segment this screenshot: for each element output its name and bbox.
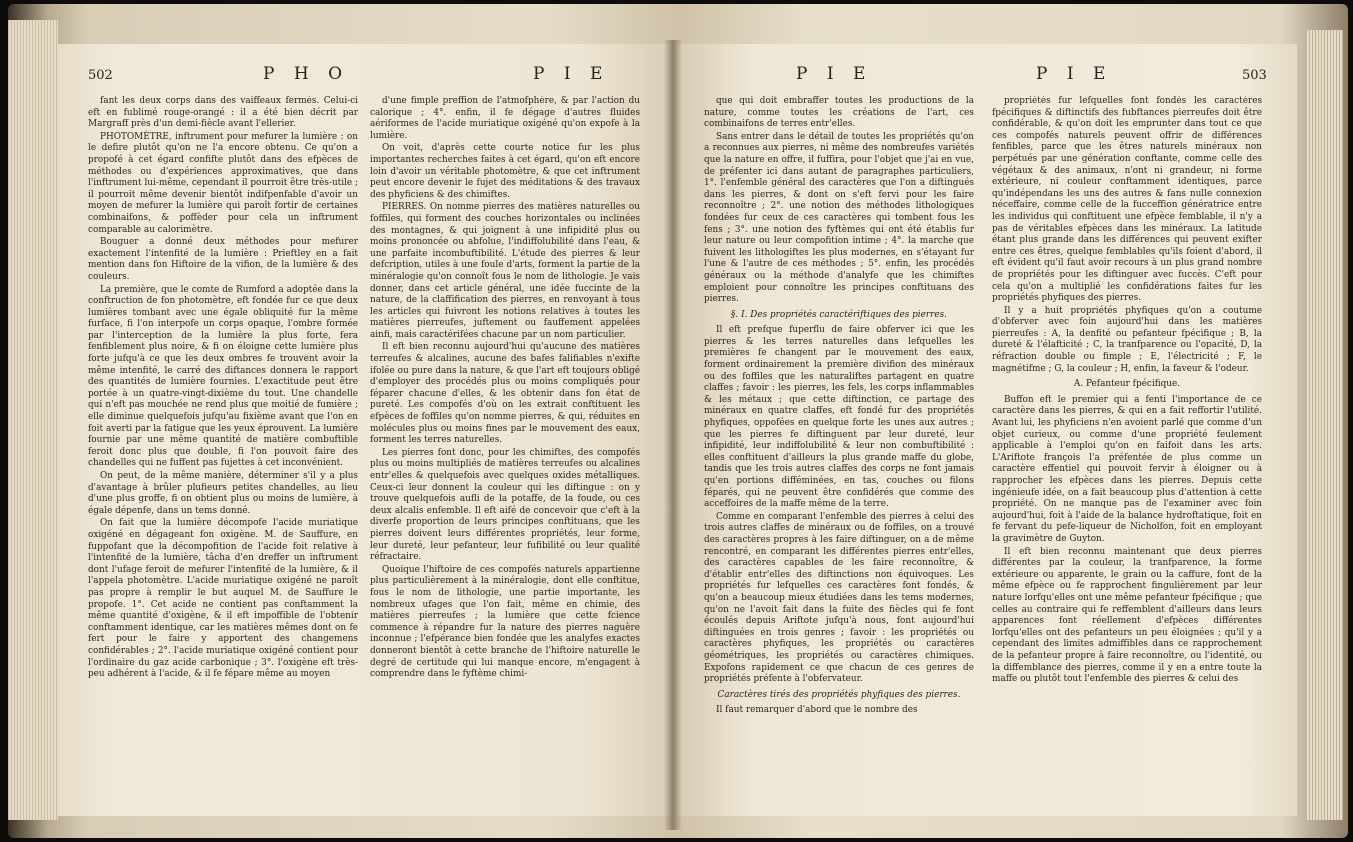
page-edges-right (1307, 30, 1343, 820)
right-page (676, 44, 1297, 816)
section-heading: A. Pefanteur fpécifique. (1073, 379, 1181, 390)
paragraph: propriétés fur lefquelles font fondés les caractères fpécifiques & diftinctifs des fubftances pierreufes doit être confidérable, & qu'on doit les emprunter dans tout ce que ces compofés naturels peuvent offrir de différences fenfibles, parce que les êtres naturels minéraux non perpétués par une génération conftante, comme celle des végétaux & des animaux, n'ont ni grandeur, ni forme extérieure, ni couleur conftamment identiques, parce qu'indépendans les uns des autres & fans nulle connexion néceffaire, comme celle de la fucceffion génératrice entre les individus qui conftituent une efpèce femblable, il n'y a pas de véritables efpèces dans les minéraux. La latitude étant plus grande dans les différences qui peuvent exifter entre ces êtres, quelque femblables qu'ils foient d'abord, il eft évident qu'il faut avoir recours à un plus grand nombre de propriétés pour les diftinguer avec fuccès. C'eft pour cela qu'on a multiplié les confidérations faites fur les propriétés phyfiques des pierres. (992, 96, 1262, 304)
text-column (992, 96, 1262, 806)
paragraph: Il faut remarquer d'abord que le nombre des (716, 705, 918, 716)
section-heading: Caractères tirés des propriétés phyfiques des pierres. (717, 689, 961, 700)
paragraph: Quoique l'hiftoire de ces compofés naturels appartienne plus particulièrement à la minéralogie, dont elle conftitue, fous le nom de lithologie, une partie importante, les nombreux ufages que l'on fait, même en chimie, des matières pierreufes ; la lumière que cette fcience commence à répandre fur la nature des pierres naguère inconnue ; l'efpérance bien fondée que les analyfes exactes donneront bientôt à cette branche de l'hiftoire naturelle le degré de certitude qui lui manque encore, m'engagent à comprendre dans le fyftème chimi- (370, 564, 640, 680)
paragraph: Il eft bien reconnu maintenant que deux pierres différentes par la couleur, la tranfparence, la forme extérieure ou apparente, le grain ou la caffure, font de la même efpèce ou fe rapprochent fingulièrement par leur nature lorfqu'elles ont une même pefanteur fpécifique ; que celles au contraire qui fe reffemblent d'ailleurs dans leurs apparences font réellement d'efpèces différentes lorfqu'elles ont des pefanteurs un peu éloignées ; qu'il y a cependant des limites admiffibles dans ce rapprochement de la pefanteur propre à faire reconnoître, ou l'identité, ou la diffemblance des pierres, comme il y en a entre toute la maffe ou plutôt tout l'enfemble des pierres & celui des (992, 546, 1262, 685)
running-head: P H O (263, 64, 350, 84)
paragraph: PIERRES. On nomme pierres des matières naturelles ou foffiles, qui forment des couches horizontales ou inclinées des montagnes, & qui joignent à une infipidité plus ou moins prononcée ou abfolue, l'indiffolubilité dans l'eau, & une parfaite incombuftibilité. L'étude des pierres & leur defcription, utiles à une foule d'arts, forment la partie de la minéralogie qu'on connoît fous le nom de lithologie. Je vais donner, dans cet article général, une idée fuccinte de la nature, de la claffification des pierres, en renvoyant à tous les articles qui fuivront les notions relatives à toutes les matières pierreufes, juftement ou fauffement appelées ainfi, mais caractérifées chacune par un nom particulier. (370, 202, 640, 340)
paragraph: PHOTOMÈTRE, inftrument pour mefurer la lumière : on le defire plutôt qu'on ne l'a encore obtenu. Ce qu'on a propofé à cet égard confifte plutôt dans des efpèces de méthodes ou d'expériences approximatives, que dans l'inftrument lui-même, cependant il pourroit être très-utile ; il pourroit même devenir bientôt indifpenfable d'avoir un moyen de mefurer la lumière qui paroît fortir de certaines combinaifons, & poffèder pour cela un inftrument comparable au calorimètre. (88, 131, 358, 235)
paragraph: Sans entrer dans le détail de toutes les propriétés qu'on a reconnues aux pierres, ni même des nombreufes variétés que la nature en offre, il fuffira, pour l'objet que j'ai en vue, de préfenter ici dans autant de paragraphes particuliers, 1°. l'enfemble général des caractères que l'on a diftingués dans les pierres, & dont on s'eft fervi pour les faire reconnoître ; 2°. une notion des méthodes lithologiques fondées fur ceux de ces caractères qui tombent fous les fens ; 3°. une notion des fyftèmes qui ont été établis fur leur nature ou leur compofition intime ; 4°. la marche que fuivent les lithologiftes les plus modernes, en s'étayant fur l'une & l'autre de ces méthodes ; 5°. enfin, les procédés généraux ou la méthode d'analyfe que les chimiftes emploient pour connoître les principes conftituans des pierres. (704, 131, 974, 305)
text-column (704, 96, 974, 806)
left-page (58, 44, 671, 816)
paragraph: Il eft bien reconnu aujourd'hui qu'aucune des matières terreufes & alcalines, aucune des bafes falifiables n'exifte ifolée ou pure dans la nature, & que l'art eft toujours obligé d'employer des procédés plus ou moins compliqués pour féparer chacune d'elles, & les obtenir dans fon état de pureté. Les compofés d'où on les extrait conftituent les efpèces de foffiles qu'on nomme pierres, & qui, réduites en molécules plus ou moins fines par le mouvement des eaux, forment les terres naturelles. (370, 342, 640, 446)
page-number: 502 (88, 68, 113, 83)
book-gutter (664, 40, 682, 830)
paragraph: Buffon eft le premier qui a fenti l'importance de ce caractère dans les pierres, & qui en a fait reffortir l'utilité. Avant lui, les phyficiens n'en avoient parlé que comme d'un objet curieux, ou comme d'une propriété feulement applicable à l'emploi qu'on en faifoit dans les arts. L'Ariftote françois l'a préfentée de plus comme un caractère effentiel qui pouvoit fervir à éloigner ou à rapprocher les efpèces dans les pierres. Depuis cette ingénieufe idée, on a fait beaucoup plus d'attention à cette propriété. On ne manque pas de l'examiner avec foin aujourd'hui, foit à l'aide de la balance hydroftatique, foit en fe fervant du pefe-liqueur de Nicholfon, foit en employant la gravimètre de Guyton. (992, 394, 1262, 544)
paragraph: Il eft prefque fuperflu de faire obferver ici que les pierres & les terres naturelles dans lefquelles les premières fe changent par le mouvement des eaux, forment ordinairement la première divifion des minéraux ou des foffiles que les naturaliftes partagent en quatre claffes ; favoir : les pierres, les fels, les corps inflammables & les métaux ; que cette diftinction, ce partage des minéraux en quatre claffes, eft fondé fur des propriétés phyfiques, oppofées en quelque forte les unes aux autres ; que les pierres fe diftinguent par leur dureté, leur infipidité, leur indiffolubilité & leur non combuftibilité : elles conftituent d'ailleurs la plus grande maffe du globe, tandis que les trois autres claffes des corps ne font jamais qu'en portions difféminées, en tas, couches ou filons féparés, qui ne peuvent être confidérés que comme des acceffoires de la maffe même de la terre. (704, 325, 974, 510)
running-head: P I E (1036, 64, 1113, 84)
paragraph: On fait que la lumière décompofe l'acide muriatique oxigéné en dégageant fon oxigène. M. de Sauffure, en fuppofant que la décompofition de l'acide foit relative à l'intenfité de la lumière, tâcha d'en dreffer un inftrument dont l'ufage feroit de mefurer l'intenfité de la lumière, & il l'appela photomètre. L'acide muriatique oxigéné ne paroît pas propre à remplir le but auquel M. de Sauffure le propofe. 1°. Cet acide ne contient pas conftamment la même quantité d'oxigène, & il eft impoffible de l'obtenir conftamment identique, car les matières mêmes dont on fe fert pour le faire y apportent des changemens confidérables ; 2°. l'acide muriatique oxigéné contient pour l'ordinaire du gaz acide carbonique ; 3°. l'oxigène eft très-peu adhérent à l'acide, & il fe fépare même au moyen (88, 518, 358, 680)
paragraph: Les pierres font donc, pour les chimiftes, des compofés plus ou moins multipliés de matières terreufes ou alcalines entr'elles & quelquefois avec quelques oxides métalliques. Ceux-ci leur donnent la couleur qui les diftingue : on y trouve quelquefois aufli de la potaffe, de la foude, ou ces deux alcalis enfemble. Il eft aifé de concevoir que c'eft à la diverfe proportion de leurs principes conftituans, que les pierres doivent leurs différentes propriétés, leur forme, leur dureté, leur pefanteur, leur fufibilité ou leur qualité réfractaire. (370, 447, 640, 563)
paragraph: On voit, d'après cette courte notice fur les plus importantes recherches faites à cet égard, qu'on eft encore loin d'avoir un véritable photomètre, & que cet inftrument peut encore devenir le fujet des méditations & des travaux des phyficiens & des chimiftes. (370, 143, 640, 200)
page-edges-left (8, 20, 58, 820)
page-number: 503 (1242, 68, 1267, 83)
paragraph: Comme en comparant l'enfemble des pierres à celui des trois autres claffes de minéraux ou de foffiles, on a trouvé des caractères propres à les faire diftinguer, on a de même rencontré, en comparant les différentes pierres entr'elles, des caractères capables de les faire reconnoître, & d'établir entr'elles des diftinctions non équivoques. Les propriétés fur lefquelles ces caractères font fondés, & qu'on a beaucoup mieux étudiées dans les tems modernes, qu'on ne l'avoit fait dans la fuite des fiècles qui fe font écoulés depuis Ariftote jufqu'à nous, font aujourd'hui diftinguées en trois genres ; favoir : les propriétés ou caractères phyfiques, les propriétés ou caractères géométriques, les propriétés ou caractères chimiques. Expofons rapidement ce que chacun de ces genres de propriétés préfente à l'obfervateur. (704, 511, 974, 685)
section-heading: §. I. Des propriétés caractériftiques des pierres. (730, 309, 948, 320)
text-column (370, 96, 640, 806)
paragraph: Il y a huit propriétés phyfiques qu'on a coutume d'obferver avec foin aujourd'hui dans les matières pierreufes : A, la denfité ou pefanteur fpécifique ; B, la dureté & l'élafticité ; C, la tranfparence ou l'opacité, D, la réfraction double ou fimple ; E, l'électricité ; F, le magnétifme ; G, la couleur ; H, enfin, la faveur & l'odeur. (992, 305, 1262, 374)
running-head: P I E (533, 64, 610, 84)
paragraph: On peut, de la même manière, déterminer s'il y a plus d'avantage à brûler plufieurs petites chandelles, au lieu d'une plus groffe, fi on obtient plus ou moins de lumière, à égale dépenfe, dans un tems donné. (88, 471, 358, 516)
running-head: P I E (796, 64, 873, 84)
paragraph: Bouguer a donné deux méthodes pour mefurer exactement l'intenfité de la lumière : Prieftley en a fait mention dans fon Hiftoire de la vifion, de la lumière & des couleurs. (88, 237, 358, 282)
text-column (88, 96, 358, 806)
paragraph: La première, que le comte de Rumford a adoptée dans la conftruction de fon photomètre, eft fondée fur ce que deux lumières tombant avec une égale obliquité fur la même furface, fi l'on interpofe un corps opaque, l'ombre formée par l'interception de la lumière la plus forte, fera fenfiblement plus noire, & fi on éloigne cette lumière plus forte jufqu'à ce que les deux ombres fe trouvent avoir la même intenfité, le carré des diftances donnera le rapport des quantités de lumière fournies. L'exactitude peut être portée à un quatre-vingt-dixième du tout. Une chandelle qui n'eft pas mouchée ne rend plus que moitié de fumière ; elle diminue quelquefois jufqu'au fixième avant que l'on en foit averti par la fatigue que les yeux éprouvent. La lumière fournie par une même quantité de matière combuftible feroit donc plus que double, fi l'on pouvoit faire des chandelles qui ne fuffent pas fujettes à cet inconvénient. (88, 284, 358, 469)
paragraph: fant les deux corps dans des vaiffeaux fermés. Celui-ci eft en fublimé rouge-orangé : il a été bien décrit par Margraff près d'un demi-fiècle avant l'ellerier. (88, 96, 358, 130)
paragraph: d'une fimple preffion de l'atmofphère, & par l'action du calorique ; 4°. enfin, il fe dégage d'autres fluides aériformes de l'acide muriatique oxigéné qu'on expofe à la lumière. (370, 96, 640, 141)
paragraph: que qui doit embraffer toutes les productions de la nature, comme toutes les créations de l'art, ces combinaifons de terres entr'elles. (704, 96, 974, 130)
